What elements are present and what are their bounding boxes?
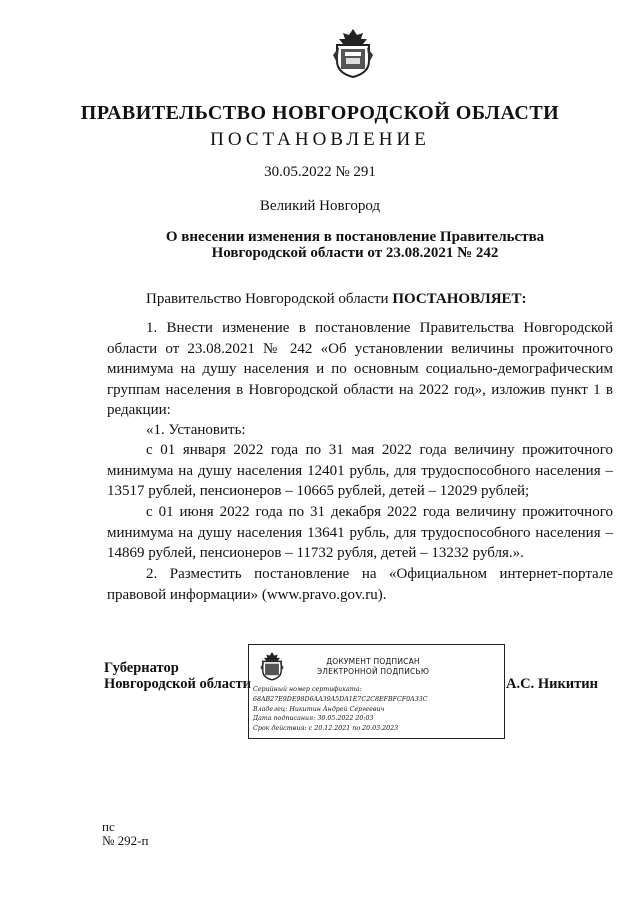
period-1: с 01 января 2022 года по 31 мая 2022 года величину прожиточного минимума на душу населения 12401 рубль, для трудоспособного населения – 13517 рублей, пенсионеров – 10665 рублей, детей – 12029 рублей; [107,442,613,499]
document-city: Великий Новгород [259,198,381,214]
preamble [107,289,613,310]
signer-title-line-1: Губернатор [104,660,179,676]
esignature-details [253,685,503,734]
esignature-heading [293,657,453,677]
esignature-owner: Владелец: Никитин Андрей Сергеевич [253,705,385,713]
document-date-number: 30.05.2022 № 291 [264,164,376,180]
subject-line-2: Новгородской области от 23.08.2021 № 242 [211,245,499,261]
document-type: ПОСТАНОВЛЕНИЕ [210,129,430,150]
reference-line-2: № 292-п [102,833,149,848]
esignature-heading-line-1: ДОКУМЕНТ ПОДПИСАН [326,657,420,666]
coat-of-arms-icon [259,651,285,681]
esignature-signed-date: Дата подписания: 30.05.2022 20:03 [253,715,374,723]
esignature-cert-number: 68AB27E9DE98D6AA39A5DA1E7C2C8EFBFCF0A33C [253,695,428,703]
subject-line-1: О внесении изменения в постановление Правительства [165,229,545,245]
signer-name: А.С. Никитин [506,676,598,692]
period-2: с 01 июня 2022 года по 31 декабря 2022 года величину прожиточного минимума на душу населения 13641 рубль, для трудоспособного населения – 14869 рублей, пенсионеров – 11732 рубля, детей – 13232 рубля.». [107,504,613,561]
electronic-signature-stamp [248,644,505,739]
esignature-validity: Срок действия: с 20.12.2021 по 20.03.2023 [253,725,399,733]
signer-title [104,660,251,692]
esignature-heading-line-2: ЭЛЕКТРОННОЙ ПОДПИСЬЮ [316,667,430,676]
government-title: ПРАВИТЕЛЬСТВО НОВГОРОДСКОЙ ОБЛАСТИ [80,102,560,124]
esignature-cert-label: Серийный номер сертификата: [253,686,362,693]
document-reference [102,820,148,848]
document-subject [150,229,560,261]
preamble-decree: ПОСТАНОВЛЯЕТ: [392,291,527,307]
preamble-text: Правительство Новгородской области [146,291,393,307]
reference-line-1: пс [102,819,115,834]
quote-start: «1. Установить: [146,422,246,438]
coat-of-arms-icon [331,27,375,79]
signer-title-line-2: Новгородской области [104,676,251,692]
item-2: 2. Разместить постановление на «Официальном интернет-портале правовой информации» (www.pravo.gov.ru). [107,566,613,603]
item-1: 1. Внести изменение в постановление Правительства Новгородской области от 23.08.2021 № 242 «Об установлении величины прожиточного минимума на душу населения и по основным социально-демографическим группам населения в Новгородской области на 2022 год», изложив пункт 1 в редакции: [107,320,613,418]
